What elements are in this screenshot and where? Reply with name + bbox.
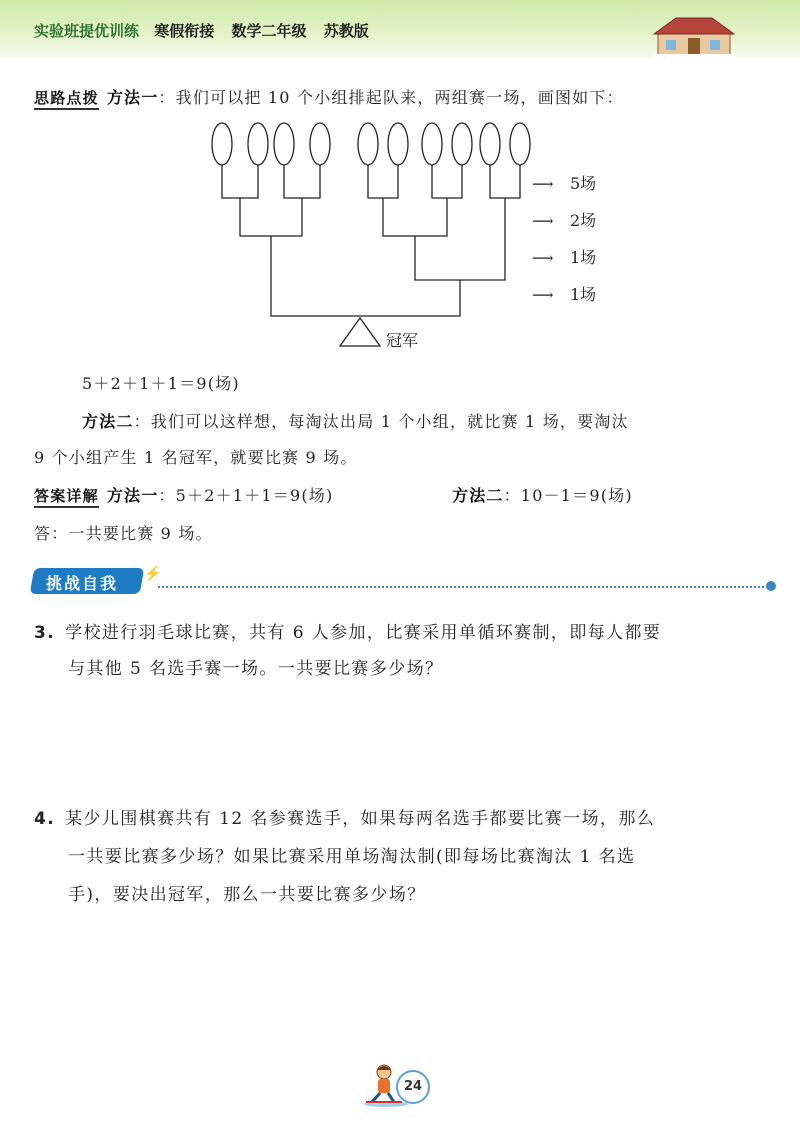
team-oval	[388, 123, 408, 165]
question-4-line1	[34, 806, 655, 832]
arrow-icon: ⟶	[532, 175, 554, 193]
answer-method1-label: 方法一	[106, 486, 159, 505]
team-oval	[480, 123, 500, 165]
header-edition: 苏教版	[323, 22, 369, 40]
answer-method2-text: ：10－1＝9(场)	[503, 486, 633, 505]
header-subject: 数学二年级	[231, 22, 307, 40]
hint-method2-line2: 9 个小组产生 1 名冠军，就要比赛 9 场。	[34, 448, 358, 467]
lightning-icon: ⚡	[144, 566, 162, 582]
round-label-3: 1场	[570, 248, 597, 267]
question-3-number: 3.	[34, 623, 56, 643]
team-oval	[358, 123, 378, 165]
hint-method2-label: 方法二	[82, 412, 134, 431]
question-3-line1	[34, 620, 661, 646]
hint-method1-line	[34, 86, 624, 110]
team-oval	[310, 123, 330, 165]
challenge-banner	[32, 566, 162, 596]
team-oval	[452, 123, 472, 165]
team-oval	[422, 123, 442, 165]
team-oval	[212, 123, 232, 165]
hint-method2-line1	[82, 410, 629, 434]
round-label-2: 2场	[570, 211, 597, 230]
answer-final: 答：一共要比赛 9 场。	[34, 524, 213, 543]
question-3-text1: 学校进行羽毛球比赛，共有 6 人参加，比赛采用单循环赛制，即每人都要	[65, 623, 662, 643]
question-4-number: 4.	[34, 809, 56, 829]
hint-method1-label: 方法一	[106, 88, 159, 107]
hint-method1-text: ：我们可以把 10 个小组排起队来，两组赛一场，画图如下：	[158, 88, 624, 107]
divider-end-dot	[766, 581, 776, 591]
answer-tag: 答案详解	[34, 487, 99, 508]
round-label-1: 5场	[570, 174, 597, 193]
champion-label: 冠军	[386, 331, 419, 350]
elimination-tree-diagram	[200, 118, 640, 358]
header-subtitle: 寒假衔接	[154, 22, 215, 40]
bracket-lines	[222, 165, 520, 316]
hint-equation: 5＋2＋1＋1＝9(场)	[82, 374, 240, 393]
champion-triangle	[340, 318, 380, 346]
page-number: 24	[396, 1070, 430, 1104]
team-oval	[274, 123, 294, 165]
round-label-4: 1场	[570, 285, 597, 304]
round-labels	[532, 174, 596, 304]
question-3-line2: 与其他 5 名选手赛一场。一共要比赛多少场？	[68, 659, 444, 679]
hint-method2-text: ：我们可以这样想，每淘汰出局 1 个小组，就比赛 1 场，要淘汰	[133, 412, 629, 431]
arrow-icon: ⟶	[532, 249, 554, 267]
challenge-label: 挑战自我	[46, 574, 119, 593]
house-icon	[652, 12, 736, 58]
question-4-line2: 一共要比赛多少场？如果比赛采用单场淘汰制(即每场比赛淘汰 1 名选	[68, 847, 636, 867]
team-oval	[248, 123, 268, 165]
team-oval	[510, 123, 530, 165]
answer-method2-label: 方法二	[452, 486, 504, 505]
header-title	[34, 20, 381, 41]
answer-line	[34, 484, 333, 508]
hint-tag: 思路点拨	[34, 89, 99, 110]
dotted-divider	[158, 586, 768, 588]
series-name: 实验班提优训练	[34, 22, 140, 40]
question-4-line3: 手)，要决出冠军，那么一共要比赛多少场？	[68, 885, 426, 905]
arrow-icon: ⟶	[532, 286, 554, 304]
arrow-icon: ⟶	[532, 212, 554, 230]
answer-method1-text: ：5＋2＋1＋1＝9(场)	[158, 486, 334, 505]
question-4-text1: 某少儿围棋赛共有 12 名参赛选手，如果每两名选手都要比赛一场，那么	[65, 809, 656, 829]
answer-method2	[452, 484, 633, 508]
